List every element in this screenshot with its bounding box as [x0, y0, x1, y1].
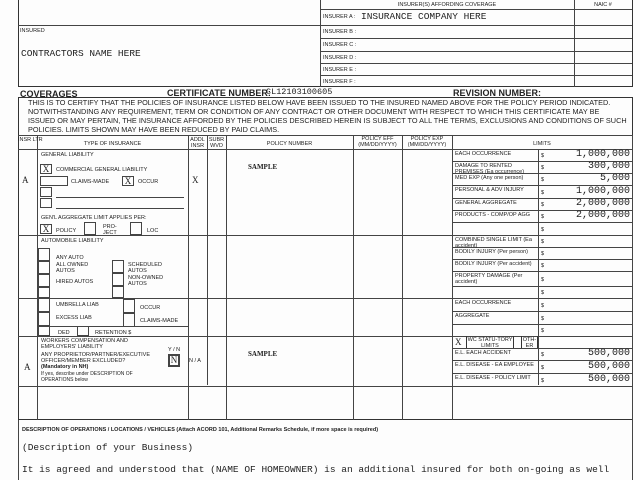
limit-value: 2,000,000: [575, 210, 630, 221]
retention-checkbox[interactable]: [77, 326, 89, 336]
scheduled-autos-checkbox[interactable]: [112, 260, 124, 273]
gl-other-checkbox-1[interactable]: [40, 187, 52, 197]
currency-sign: $: [541, 165, 545, 171]
auto-title: AUTOMOBILE LIABILITY: [41, 238, 104, 244]
description-line-2: It is agreed and understood that (NAME OF HOMEOWNER) is an additional insured for both on-going as well: [22, 464, 610, 475]
insurer-a-name: INSURANCE COMPANY HERE: [361, 11, 487, 22]
currency-sign: $: [541, 189, 545, 196]
currency-sign: $: [541, 239, 545, 245]
loc-checkbox[interactable]: [130, 222, 142, 235]
col-type: TYPE OF INSURANCE: [83, 141, 142, 147]
hired-autos-label: HIRED AUTOS: [56, 279, 94, 285]
coverages-title: COVERAGES: [20, 89, 78, 99]
project-label: PRO-JECT: [103, 224, 117, 236]
currency-sign: $: [541, 290, 545, 296]
limit-value: 500,000: [587, 348, 630, 359]
umbrella-checkbox[interactable]: [38, 298, 50, 312]
col-limits: LIMITS: [533, 141, 551, 147]
certificate-number: CL12103100605: [266, 87, 333, 97]
non-owned-checkbox[interactable]: [112, 273, 124, 286]
gl-addl-insr: X: [192, 175, 199, 185]
wc-na: N / A: [189, 358, 201, 364]
auto-other-checkbox-2[interactable]: [112, 286, 124, 298]
retention-label: RETENTION $: [95, 330, 132, 336]
limit-value: 1,000,000: [575, 149, 630, 160]
currency-sign: $: [541, 202, 545, 208]
non-owned-label: NON-OWNED AUTOS: [128, 275, 164, 287]
limit-label: GENERAL AGGREGATE: [455, 200, 517, 206]
claims-made-label: CLAIMS-MADE: [71, 179, 110, 185]
all-owned-label: ALL OWNED AUTOS: [56, 262, 89, 274]
limit-label: E.L. DISEASE - EA EMPLOYEE: [455, 362, 534, 368]
currency-sign: $: [541, 251, 545, 257]
ded-checkbox[interactable]: [38, 326, 50, 336]
col-insr-ltr: INSR LTR: [18, 137, 43, 143]
umbrella-claims-label: CLAIMS-MADE: [140, 318, 179, 324]
gl-policy-number: SAMPLE: [248, 163, 278, 171]
limit-label: PRODUCTS - COMP/OP AGG: [455, 212, 531, 218]
insured-name: CONTRACTORS NAME HERE: [21, 48, 141, 59]
description-label: DESCRIPTION OF OPERATIONS / LOCATIONS / VEHICLES (Attach ACORD 101, Additional Remarks Schedule, if more space is required): [22, 427, 379, 433]
wc-mandatory: (Mandatory in NH): [41, 364, 89, 370]
limit-label: MED EXP (Any one person): [455, 175, 524, 181]
gl-title: GENERAL LIABILITY: [41, 152, 94, 158]
wc-policy-number: SAMPLE: [248, 350, 278, 358]
any-auto-checkbox[interactable]: [38, 248, 50, 261]
wc-if-yes: If yes, describe under DESCRIPTION OF OPERATIONS below: [41, 371, 133, 383]
limit-label: E.L. EACH ACCIDENT: [455, 350, 511, 356]
currency-sign: $: [541, 153, 545, 159]
cgl-label: COMMERCIAL GENERAL LIABILITY: [56, 167, 148, 173]
limit-value: 1,000,000: [575, 185, 630, 197]
limit-label: DAMAGE TO RENTED PREMISES (Ea occurrence): [455, 163, 525, 175]
limit-label: BODILY INJURY (Per accident): [455, 261, 532, 267]
currency-sign: $: [541, 276, 545, 283]
auto-other-checkbox[interactable]: [38, 287, 50, 298]
currency-sign: $: [541, 364, 545, 371]
currency-sign: $: [541, 214, 545, 220]
policy-checkbox[interactable]: X: [40, 224, 52, 234]
col-exp: POLICY EXP (MM/DD/YYYY): [407, 136, 447, 148]
limit-label: E.L. DISEASE - POLICY LIMIT: [455, 375, 531, 381]
certify-text: THIS IS TO CERTIFY THAT THE POLICIES OF INSURANCE LISTED BELOW HAVE BEEN ISSUED TO THE INSURED NAMED ABOVE FOR THE POLICY PERIOD INDICATED. NOTWITHSTANDING ANY REQUIREMENT, TERM OR CONDITION OF ANY CONTRACT OR OTHER DOCUMENT WITH RESPECT TO WHICH THIS CERTIFICATE MAY BE ISSUED OR MAY PERTAIN, THE INSURANCE AFFORDED BY THE POLICIES DESCRIBED HEREIN IS SUBJECT TO ALL THE TERMS, EXCLUSIONS AND CONDITIONS OF SUCH POLICIES. LIMITS SHOWN MAY HAVE BEEN REDUCED BY PAID CLAIMS.: [28, 98, 627, 134]
limit-value: 500,000: [587, 373, 630, 385]
limit-label: BODILY INJURY (Per person): [455, 249, 528, 255]
hired-autos-checkbox[interactable]: [38, 274, 50, 287]
currency-sign: $: [541, 177, 545, 183]
currency-sign: $: [541, 315, 545, 322]
claims-made-checkbox[interactable]: [40, 176, 68, 186]
naic-header: NAIC #: [594, 2, 612, 8]
insured-label: INSURED: [20, 28, 45, 34]
col-policy-number: POLICY NUMBER: [266, 141, 313, 147]
umbrella-claims-checkbox[interactable]: [123, 313, 135, 327]
cgl-checkbox[interactable]: X: [40, 164, 52, 174]
gl-other-checkbox-2[interactable]: [40, 198, 52, 208]
insurer-f-label: INSURER F :: [323, 79, 356, 85]
limit-value: 300,000: [587, 161, 630, 172]
project-checkbox[interactable]: [84, 222, 96, 235]
wc-insurer-letter: A: [24, 362, 31, 372]
limit-value: 5,000: [599, 173, 630, 184]
col-eff: POLICY EFF (MM/DD/YYYY): [358, 136, 397, 148]
limit-label: AGGREGATE: [455, 313, 490, 319]
gen-agg-label: GEN'L AGGREGATE LIMIT APPLIES PER:: [41, 215, 147, 221]
currency-sign: $: [541, 263, 545, 269]
insurer-d-label: INSURER D :: [323, 55, 357, 61]
gl-insurer-letter: A: [22, 175, 29, 185]
revision-number-label: REVISION NUMBER:: [453, 88, 542, 98]
occur-checkbox[interactable]: X: [122, 176, 134, 186]
limit-value: 500,000: [587, 360, 630, 372]
insurer-b-label: INSURER B :: [323, 29, 357, 35]
col-addl: ADDL INSR: [190, 137, 205, 149]
limit-label: EACH OCCURRENCE: [455, 300, 512, 306]
currency-sign: $: [541, 328, 545, 334]
occur-label: OCCUR: [138, 179, 159, 185]
limit-label: PERSONAL & ADV INJURY: [455, 187, 524, 193]
currency-sign: $: [541, 377, 545, 384]
currency-sign: $: [541, 302, 545, 309]
wc-excluded-answer[interactable]: N: [168, 354, 180, 367]
limit-label: COMBINED SINGLE LIMIT (Ea accident): [455, 237, 532, 249]
loc-label: LOC: [147, 228, 159, 234]
any-auto-label: ANY AUTO: [56, 255, 84, 261]
insurers-header: INSURER(S) AFFORDING COVERAGE: [397, 2, 497, 8]
all-owned-checkbox[interactable]: [38, 261, 50, 274]
wc-yn-label: Y / N: [168, 347, 181, 353]
limit-label: PROPERTY DAMAGE (Per accident): [455, 273, 523, 285]
scheduled-autos-label: SCHEDULED AUTOS: [128, 262, 162, 274]
umbrella-occur-checkbox[interactable]: [123, 299, 135, 313]
col-subr: SUBR WVD: [208, 137, 225, 149]
wc-title: WORKERS COMPENSATION AND EMPLOYERS' LIABILITY: [41, 338, 128, 350]
excess-label: EXCESS LIAB: [56, 315, 92, 321]
wc-statutory-label: WC STATU-TORY LIMITS: [467, 337, 513, 349]
wc-statutory-checkbox[interactable]: X: [455, 337, 462, 347]
wc-question: ANY PROPRIETOR/PARTNER/EXECUTIVE OFFICER/MEMBER EXCLUDED?: [41, 352, 151, 364]
currency-sign: $: [541, 352, 545, 358]
certificate-number-label: CERTIFICATE NUMBER:: [167, 88, 271, 98]
excess-checkbox[interactable]: [38, 312, 50, 326]
description-line-1: (Description of your Business): [22, 442, 194, 453]
wc-other-label: OTH-ER: [522, 337, 537, 349]
insurer-e-label: INSURER E :: [323, 67, 357, 73]
umbrella-occur-label: OCCUR: [140, 305, 161, 311]
ded-label: DED: [58, 330, 70, 336]
limit-label: EACH OCCURRENCE: [455, 151, 512, 157]
umbrella-label: UMBRELLA LIAB: [56, 302, 99, 308]
currency-sign: $: [541, 226, 545, 233]
insurer-a-label: INSURER A :: [323, 14, 356, 20]
limit-value: 2,000,000: [575, 198, 630, 209]
policy-label: POLICY: [56, 228, 77, 234]
insurer-c-label: INSURER C :: [323, 42, 357, 48]
